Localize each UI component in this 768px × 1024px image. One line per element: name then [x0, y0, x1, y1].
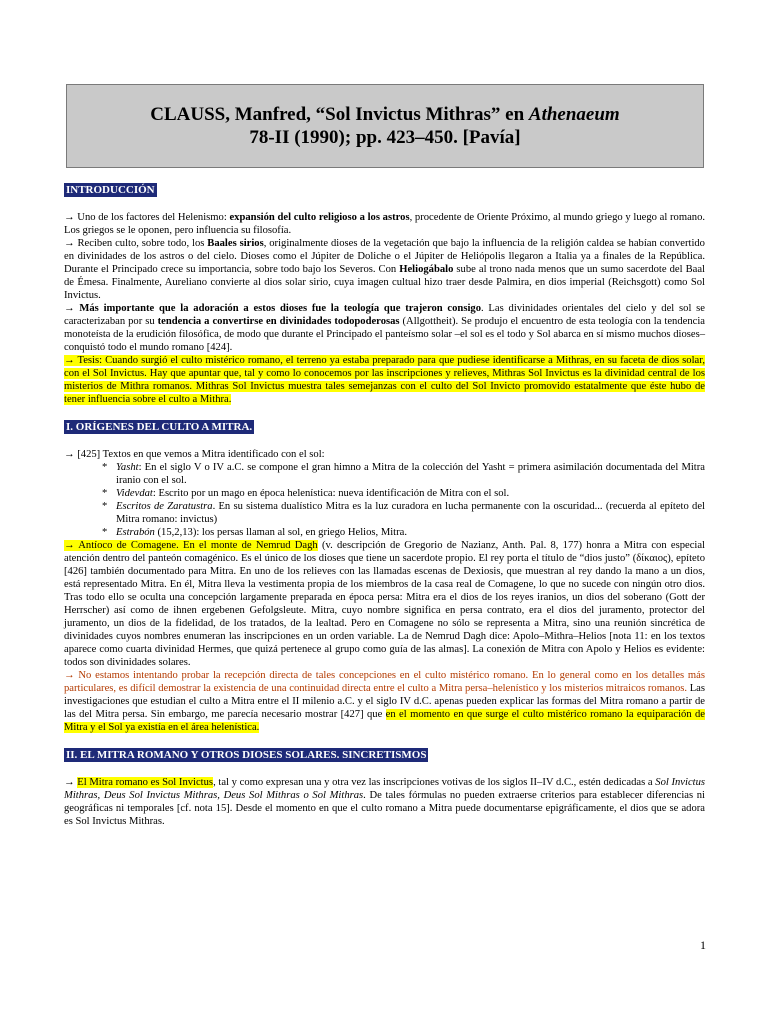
section-heading-intro: INTRODUCCIÓN	[66, 184, 155, 196]
list-item: * Yasht: En el siglo V o IV a.C. se compone el gran himno a Mitra de la colección del Yasht = primera asimilación documentada del Mitra iranio con el sol.	[116, 461, 705, 487]
title-line-2: 78-II (1990); pp. 423–450. [Pavía]	[249, 127, 521, 148]
section-heading-1: I. ORÍGENES DEL CULTO A MITRA.	[66, 421, 253, 433]
title-line-1	[67, 103, 703, 126]
title-journal: Athenaeum	[528, 104, 620, 125]
title-box	[66, 84, 704, 168]
list-item: * Videvdat: Escrito por un mago en época helenística: nueva identificación de Mitra con el sol.	[116, 487, 705, 500]
intro-paragraph-3: → Más importante que la adoración a estos dioses fue la teología que trajeron consigo. Las divinidades orientales del cielo y del sol se caracterizaban por su tendencia a convertirse en divinidades todopoderosas (Allgottheit). Se produjo el encuentro de esta teología con la tendencia monoteísta de la erudición filosófica, de modo que durante el Principado el panteísmo solar –el sol es el todo y Sol abarca en sí mismo muchos dioses– conquistó todo el mundo romano [424].	[64, 303, 705, 353]
page-number: 1	[700, 938, 706, 952]
title-author: CLAUSS, Manfred, “Sol Invictus Mithras” en	[150, 104, 529, 125]
s1-paragraph-antiochus: → Antíoco de Comagene. En el monte de Nemrud Dagh (v. descripción de Gregorio de Nazianz, Anth. Pal. 8, 177) honra a Mitra con especial atención dentro del panteón comagénico. Es el único de los dioses que tiene un sacerdote propio. El rey porta el título de “dios justo” (δίκαιος), epíteto [426] también documentado para Mitra. En uno de los relieves con las llamadas escenas de Dexiosis, que muestran al rey dando la mano a un dios, está representado Mitra. En él, Mitra lleva la vestimenta propia de los miembros de la casa real de Comagene, lo que no sucede con ningún otro dios. Tras todo ello se oculta una concepción largamente preparada en época persa: Mitra era el dios de los reyes iranios, un dios del soberano (Gott der Herrscher) así como de ihnen ergebenen Gefolgsleute. Mitra, cuyo nombre significa en persa contrato, era el dios del juramento, protector del juramento, un dios de la fidelidad, de los tratados, de la lealtad. Pero en Comagene no sólo se representa a Mitra, sino una reunión sincrética de divinidades cuyos nombres enumeran las inscripciones en un orden variable. La de Nemrud Dagh dice: Apolo–Mithra–Helios [nota 11: en los textos aparece como cuarta divinidad Hermes, que quizá pertenece al grupo como guía de las almas]. La conexión de Mitra con Apolo y Helios es evidente: todos son divinidades solares.	[64, 540, 705, 668]
s1-paragraph-conclusion: → No estamos intentando probar la recepción directa de tales concepciones en el culto mistérico romano. En lo general como en los detalles más particulares, es difícil demostrar la existencia de una continuidad directa entre el culto a Mitra persa–helenístico y los misterios mitraicos romanos. Las investigaciones que estudian el culto a Mitra entre el II milenio a.C. y el siglo IV d.C. apenas pueden explicar las formas del Mitra romano a partir de las del Mitra persa. Sin embargo, me parecía necesario mostrar [427] que en el momento en que surge el culto mistérico romano la equiparación de Mitra y el Sol ya existía en el área helenística.	[64, 670, 705, 733]
s2-paragraph-1: → El Mitra romano es Sol Invictus, tal y como expresan una y otra vez las inscripciones votivas de los siglos II–IV d.C., estén dedicadas a Sol Invictus Mithras, Deus Sol Invictus Mithras, Deus Sol Mithras o Sol Mithras. De tales fórmulas no pueden extraerse criterios para establecer diferencias ni geográficas ni temporales [cf. nota 15]. Desde el momento en que el culto romano a Mitra puede documentarse epigráficamente, el dios que se adora es Sol Invictus Mithras.	[64, 777, 706, 827]
intro-paragraph-2: → Reciben culto, sobre todo, los Baales sirios, originalmente dioses de la vegetación que bajo la influencia de la religión caldea se habían convertido en divinidades de los astros o del cielo. Dioses como el Júpiter de Doliche o el Júpiter de Heliópolis llegaron a Italia ya a finales de la República. Durante el Principado crece su importancia, sobre todo bajo los Severos. Con Heliogábalo sube al trono nada menos que un sumo sacerdote del Baal de Émesa. Finalmente, Aureliano convierte al dios solar sirio, cuya imagen cultual hizo traer desde Palmira, en dios imperial (Reichsgott) como Sol Invictus.	[64, 238, 705, 301]
list-item: * Escritos de Zaratustra. En su sistema dualístico Mitra es la luz curadora en lucha permanente con la oscuridad... (recuerda al epíteto del Mitra romano: invictus)	[116, 500, 705, 526]
intro-thesis: → Tesis: Cuando surgió el culto mistérico romano, el terreno ya estaba preparado para que pudiese identificarse a Mithras, en su faceta de dios solar, con el Sol Invictus. Hay que apuntar que, tal y como lo conocemos por las inscripciones y relieves, Mithras Sol Invictus es la divinidad central de los misterios de Mithra romanos. Mithras Sol Invictus muestra tales semejanzas con el culto del Sol Invicto promovido estatalmente que éste hubo de tener influencia sobre el culto a Mithra.	[64, 355, 705, 405]
document-body	[64, 183, 705, 828]
section-heading-2: II. EL MITRA ROMANO Y OTROS DIOSES SOLARES. SINCRETISMOS	[66, 749, 427, 761]
intro-paragraph-1: → Uno de los factores del Helenismo: expansión del culto religioso a los astros, procedente de Oriente Próximo, al mundo griego y luego al romano. Los griegos se le oponen, pero influencia su filosofía.	[64, 212, 706, 236]
list-item: * Estrabón (15,2,13): los persas llaman al sol, en griego Helios, Mitra.	[116, 526, 705, 539]
s1-source-list	[64, 461, 705, 539]
s1-lead: → [425] Textos en que vemos a Mitra identificado con el sol:	[64, 449, 325, 460]
